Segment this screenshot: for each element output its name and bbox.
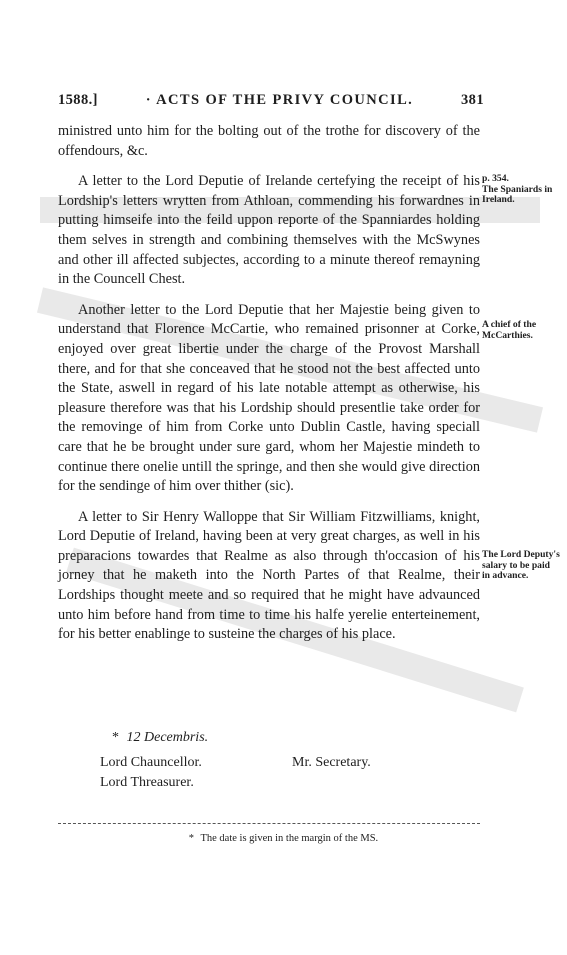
signer-name: Lord Chauncellor.	[100, 755, 202, 770]
paragraph: Another letter to the Lord Deputie that her Majestie being given to understand that Florence McCartie, who remained prisonner at Corke, enjoyed over great libertie under the charge of the Provost Marshall there, and for that she conceaved that he stood not the best affected unto the State, aswell in regard of his late notable attempt as otherwise, his pleasure therefore was that his Lordship should presentlie take order for the removinge of him from Corke unto Dublin Castle, having speciall care that he be brought under sure gard, whom her Majestie mindeth to continue there onelie untill the springe, and then she would give direction for the sendinge of him over thither (sic).	[58, 301, 480, 495]
margin-note	[482, 320, 560, 341]
signer-name: Mr. Secretary.	[292, 755, 371, 770]
margin-note-text: The Lord Deputy's salary to be paid in advance.	[482, 549, 560, 582]
running-header	[58, 92, 484, 109]
margin-note-text: A chief of the McCarthies.	[482, 319, 537, 341]
paragraph: A letter to Sir Henry Walloppe that Sir William Fitzwilliams, knight, Lord Deputie of Ireland, having been at very great charges, as well in his preparacions towardes that Realme as also through th'occasion of his jorney that he maketh into the North Partes of that Realme, their Lordships thought meete and so required that he might have advaunced unto him before hand from time to time his halfe yerelie enterteinement, for his better enablinge to susteine the charges of his place.	[58, 508, 480, 643]
margin-note	[482, 550, 560, 582]
margin-note-text: The Spaniards in Ireland.	[482, 183, 553, 206]
date-line	[112, 730, 208, 746]
header-year: 1588.]	[58, 92, 98, 108]
margin-note-ref: p. 354.	[482, 173, 509, 184]
footnote-text: The date is given in the margin of the MS.	[200, 833, 379, 844]
footnote-rule	[58, 823, 480, 824]
body-text	[58, 122, 480, 656]
signer-name: Lord Threasurer.	[100, 775, 194, 790]
paragraph: A letter to the Lord Deputie of Irelande certefying the receipt of his Lordship's letters wrytten from Athloan, commending his forwardnes in putting himseife into the feild uppon reporte of the Spanniardes holding them selves in strength and combining themselves with the McSwynes and other ill affected subjectes, according to a minute thereof remayning in the Councell Chest.	[58, 173, 480, 288]
date-text: 12 Decembris.	[126, 730, 209, 745]
footnote	[0, 833, 567, 844]
footnote-asterisk: *	[188, 833, 195, 844]
page-number: 381	[461, 92, 484, 108]
date-asterisk: *	[112, 730, 119, 745]
margin-note	[482, 174, 560, 206]
paragraph: ministred unto him for the bolting out of the trothe for discovery of the offendours, &c.	[58, 123, 480, 159]
header-title: · ACTS OF THE PRIVY COUNCIL.	[145, 92, 414, 108]
